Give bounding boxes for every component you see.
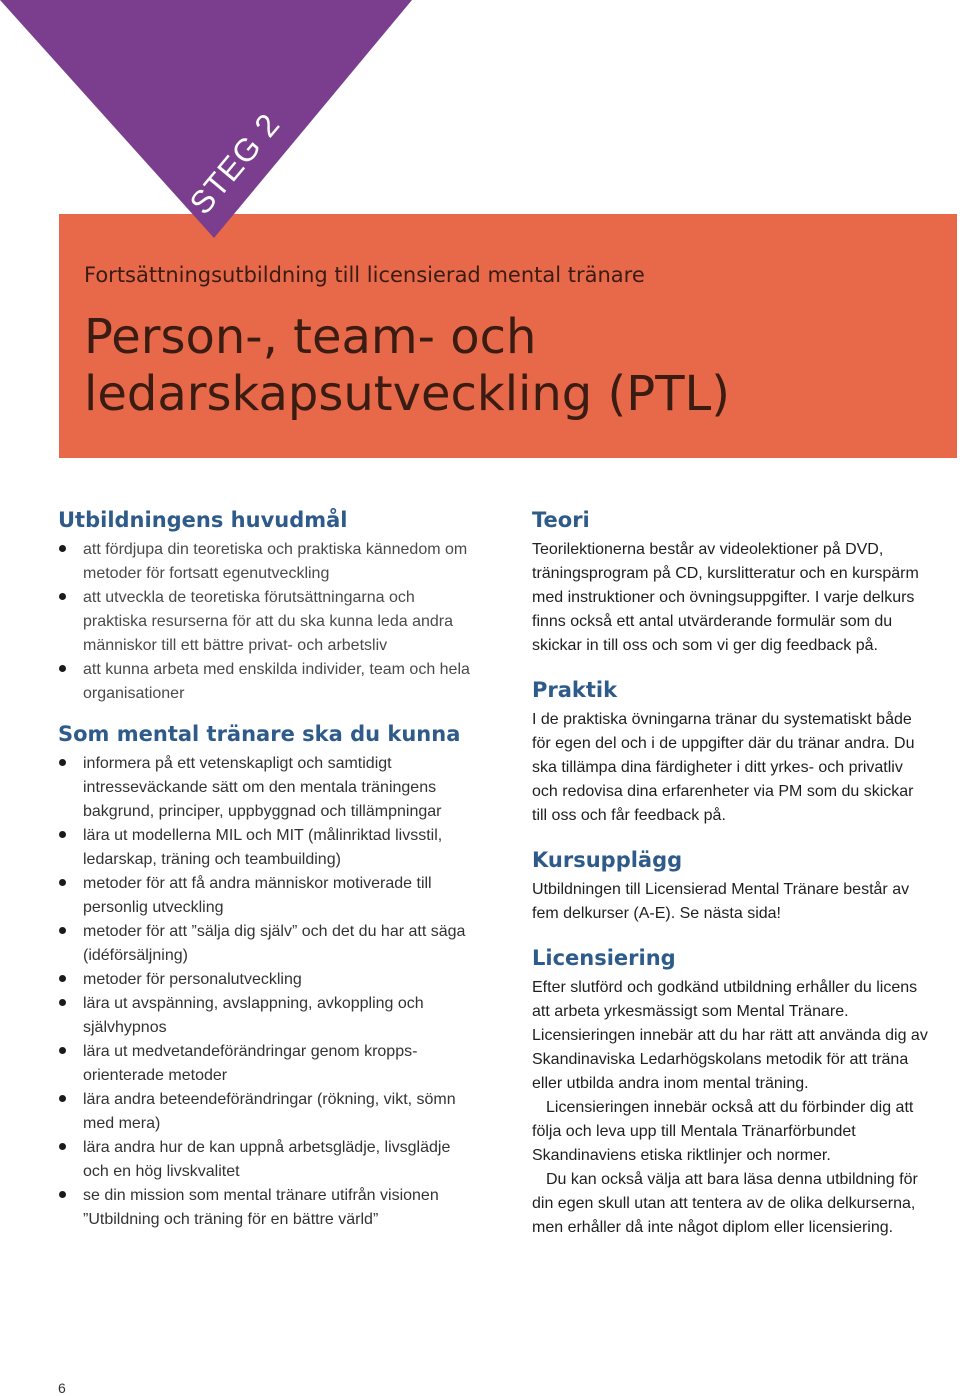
list-item: lära andra beteendeförändringar (rökning, vikt, sömn med mera)	[58, 1088, 478, 1136]
right-column	[532, 508, 932, 1260]
teori-section	[532, 508, 932, 658]
teori-title: Teori	[532, 508, 590, 532]
praktik-title: Praktik	[532, 678, 618, 702]
licensiering-paragraph-2: Licensieringen innebär också att du förbinder dig att följa och leva upp till Mentala Tränarförbundet Skandinaviens etiska riktlinjer och normer.	[532, 1099, 914, 1164]
goals-title: Utbildningens huvudmål	[58, 508, 348, 532]
list-item: att utveckla de teoretiska förutsättningarna och praktiska resurserna för att du ska kunna leda andra människor till ett bättre privat- och arbetsliv	[58, 586, 478, 658]
goals-section	[58, 508, 478, 706]
praktik-section	[532, 678, 932, 828]
licensiering-paragraph-3: Du kan också välja att bara läsa denna utbildning för din egen skull utan att tentera av de olika delkurserna, men erhåller då inte något diplom eller licensiering.	[532, 1171, 918, 1236]
list-item: lära ut avspänning, avslappning, avkoppling och självhypnos	[58, 992, 478, 1040]
left-column	[58, 508, 478, 1232]
licensiering-section	[532, 946, 932, 1240]
step-label: STEG 2	[182, 106, 287, 222]
list-item: att kunna arbeta med enskilda individer, team och hela organisationer	[58, 658, 478, 706]
list-item: att fördjupa din teoretiska och praktiska kännedom om metoder för fortsatt egenutveckling	[58, 538, 478, 586]
list-item: metoder för personalutveckling	[58, 968, 478, 992]
goals-list	[58, 538, 478, 706]
kursupplagg-text: Utbildningen till Licensierad Mental Tränare består av fem delkurser (A-E). Se nästa sida!	[532, 881, 910, 922]
page-title-line1: Person-, team- och	[84, 309, 537, 365]
page-number: 6	[58, 1380, 66, 1396]
skills-section	[58, 722, 478, 1232]
teori-text: Teorilektionerna består av videolektioner på DVD, träningsprogram på CD, kurslitteratur och en kurspärm med instruktioner och övningsuppgifter. I varje delkurs finns också ett antal utvärderande formulär som du skickar in till oss och som vi ger dig feedback på.	[532, 541, 919, 654]
step-badge	[0, 0, 412, 238]
list-item: lära ut modellerna MIL och MIT (målinriktad livsstil, ledarskap, träning och teambuilding)	[58, 824, 478, 872]
list-item: lära andra hur de kan uppnå arbetsglädje, livsglädje och en hög livskvalitet	[58, 1136, 478, 1184]
list-item: informera på ett vetenskapligt och samtidigt intresseväckande sätt om den mentala träningens bakgrund, principer, uppbyggnad och tillämpningar	[58, 752, 478, 824]
list-item: lära ut medvetandeförändringar genom kropps-orienterade metoder	[58, 1040, 478, 1088]
licensiering-title: Licensiering	[532, 946, 676, 970]
kursupplagg-section	[532, 848, 932, 926]
licensiering-paragraph-1: Efter slutförd och godkänd utbildning erhåller du licens att arbeta yrkesmässigt som Mental Tränare. Licensieringen innebär att du har rätt att använda dig av Skandinaviska Ledarhögskolans metodik för att träna eller utbilda andra inom mental träning.	[532, 979, 928, 1092]
list-item: metoder för att få andra människor motiverade till personlig utveckling	[58, 872, 478, 920]
skills-list	[58, 752, 478, 1232]
page-title-line2: ledarskapsutveckling (PTL)	[84, 366, 730, 422]
praktik-text: I de praktiska övningarna tränar du systematiskt både för egen del och i de uppgifter där du tränar andra. Du ska tillämpa dina färdigheter i ditt yrkes- och privatliv och redovisa dina erfarenheter via PM som du skickar till oss och får feedback på.	[532, 711, 915, 824]
skills-title: Som mental tränare ska du kunna	[58, 722, 461, 746]
kursupplagg-title: Kursupplägg	[532, 848, 683, 872]
page-title	[84, 309, 914, 423]
page-subtitle: Fortsättningsutbildning till licensierad mental tränare	[84, 263, 645, 287]
list-item: se din mission som mental tränare utifrån visionen ”Utbildning och träning för en bättre värld”	[58, 1184, 478, 1232]
list-item: metoder för att ”sälja dig själv” och det du har att säga (idéförsäljning)	[58, 920, 478, 968]
